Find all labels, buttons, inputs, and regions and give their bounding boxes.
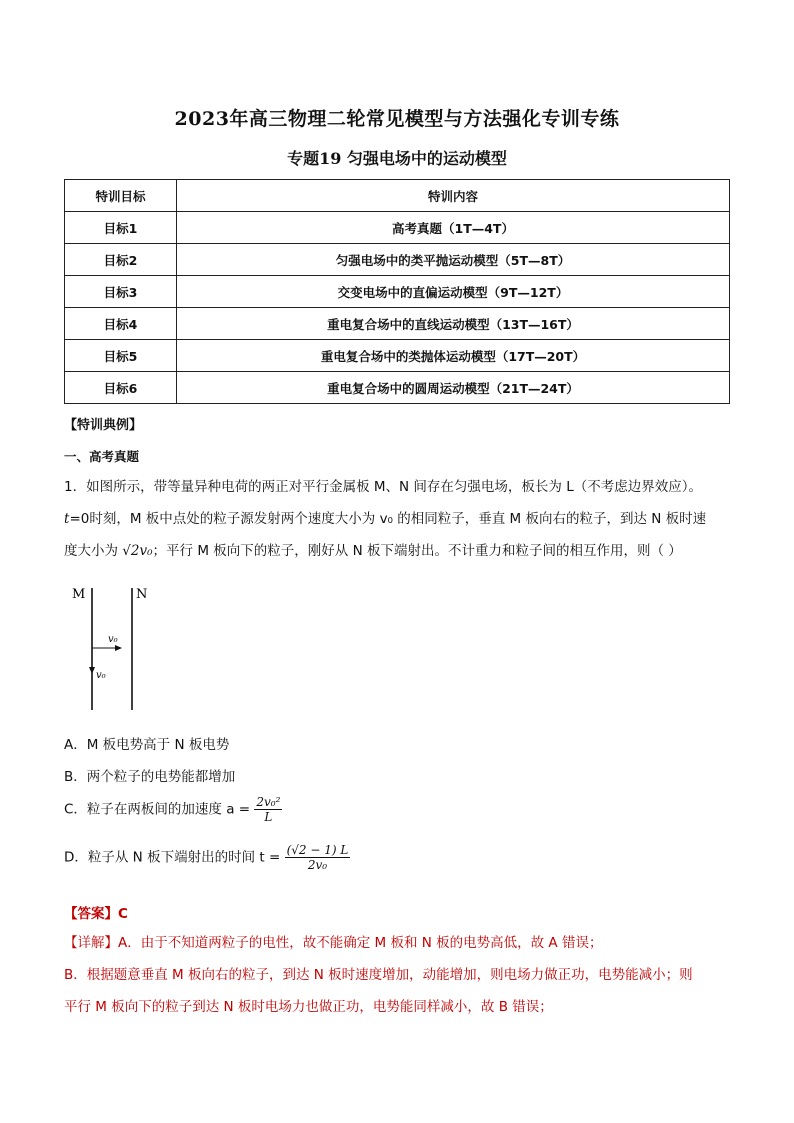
option-c <box>64 795 282 824</box>
goal-target: 目标5 <box>65 340 177 372</box>
question-1-line-2 <box>64 503 734 535</box>
label-m: M <box>72 587 86 602</box>
option-c-numerator: 2v₀² <box>256 795 281 809</box>
detail-a: 【详解】A．由于不知道两粒子的电性，故不能确定 M 板和 N 板的电势高低，故 A 错误； <box>64 935 603 951</box>
option-d-numerator: (√2 − 1) L <box>286 843 349 857</box>
goal-content: 重电复合场中的类抛体运动模型（17T—20T） <box>177 340 730 372</box>
option-b: B．两个粒子的电势能都增加 <box>64 769 236 785</box>
arrowhead-down-icon <box>89 667 95 674</box>
document-subtitle: 专题19 匀强电场中的运动模型 <box>287 149 507 168</box>
label-n: N <box>136 587 148 602</box>
goals-table-header <box>65 180 730 212</box>
question-1-line-3-text: ；平行 M 板向下的粒子，刚好从 N 板下端射出。不计重力和粒子间的相互作用，则（ ） <box>152 543 682 559</box>
v0-symbol: v₀ <box>139 543 153 559</box>
detail-b-2: 平行 M 板向下的粒子到达 N 板时电场力也做正功，电势能同样减小，故 B 错误； <box>64 999 553 1015</box>
question-1-line-3-lead: 度大小为 <box>64 543 123 559</box>
option-d <box>64 843 350 872</box>
question-1-line-2-text: =0时刻，M 板中点处的粒子源发射两个速度大小为 v₀ 的相同粒子，垂直 M 板向右的粒子，到达 N 板时速 <box>69 511 707 527</box>
part1-heading: 一、高考真题 <box>64 449 140 464</box>
goal-content: 交变电场中的直偏运动模型（9T—12T） <box>177 276 730 308</box>
goal-content: 重电复合场中的直线运动模型（13T—16T） <box>177 308 730 340</box>
examples-heading: 【特训典例】 <box>64 418 143 433</box>
goal-content: 匀强电场中的类平抛运动模型（5T—8T） <box>177 244 730 276</box>
goal-target: 目标2 <box>65 244 177 276</box>
option-a: A．M 板电势高于 N 板电势 <box>64 737 230 753</box>
table-row <box>65 276 730 308</box>
detail-b-1: B．根据题意垂直 M 板向右的粒子，到达 N 板时速度增加，动能增加，则电场力做正功，电势能减小；则 <box>64 967 693 983</box>
label-v-down: v₀ <box>96 670 106 681</box>
arrowhead-right-icon <box>115 645 122 651</box>
option-c-denominator: L <box>264 810 273 824</box>
goal-target: 目标1 <box>65 212 177 244</box>
goal-target: 目标6 <box>65 372 177 404</box>
option-c-fraction <box>254 795 282 824</box>
question-1-line-1: 1．如图所示，带等量异种电荷的两正对平行金属板 M、N 间存在匀强电场，板长为 L（不考虑边界效应）。 <box>64 479 702 495</box>
goal-target: 目标4 <box>65 308 177 340</box>
table-row <box>65 340 730 372</box>
table-row <box>65 372 730 404</box>
goals-table <box>64 179 730 404</box>
table-row <box>65 244 730 276</box>
option-c-text: C．粒子在两板间的加速度 a = <box>64 801 251 818</box>
table-row <box>65 212 730 244</box>
sqrt-two: √2 <box>122 543 140 559</box>
option-d-text: D．粒子从 N 板下端射出的时间 t = <box>64 849 281 866</box>
question-1-line-3 <box>64 535 734 567</box>
goal-content: 高考真题（1T—4T） <box>177 212 730 244</box>
question-1 <box>64 471 734 567</box>
table-row <box>65 308 730 340</box>
goals-header-target: 特训目标 <box>65 180 177 212</box>
document-title: 2023年高三物理二轮常见模型与方法强化专训专练 <box>174 108 620 130</box>
option-d-fraction <box>285 843 351 872</box>
goals-header-content: 特训内容 <box>177 180 730 212</box>
answer-detail <box>64 927 734 1023</box>
time-symbol: t <box>64 511 70 527</box>
goal-target: 目标3 <box>65 276 177 308</box>
plates-figure <box>68 582 168 714</box>
answer-label: 【答案】C <box>64 906 128 922</box>
label-v-right: v₀ <box>108 634 118 645</box>
option-d-denominator: 2v₀ <box>307 858 328 872</box>
goal-content: 重电复合场中的圆周运动模型（21T—24T） <box>177 372 730 404</box>
